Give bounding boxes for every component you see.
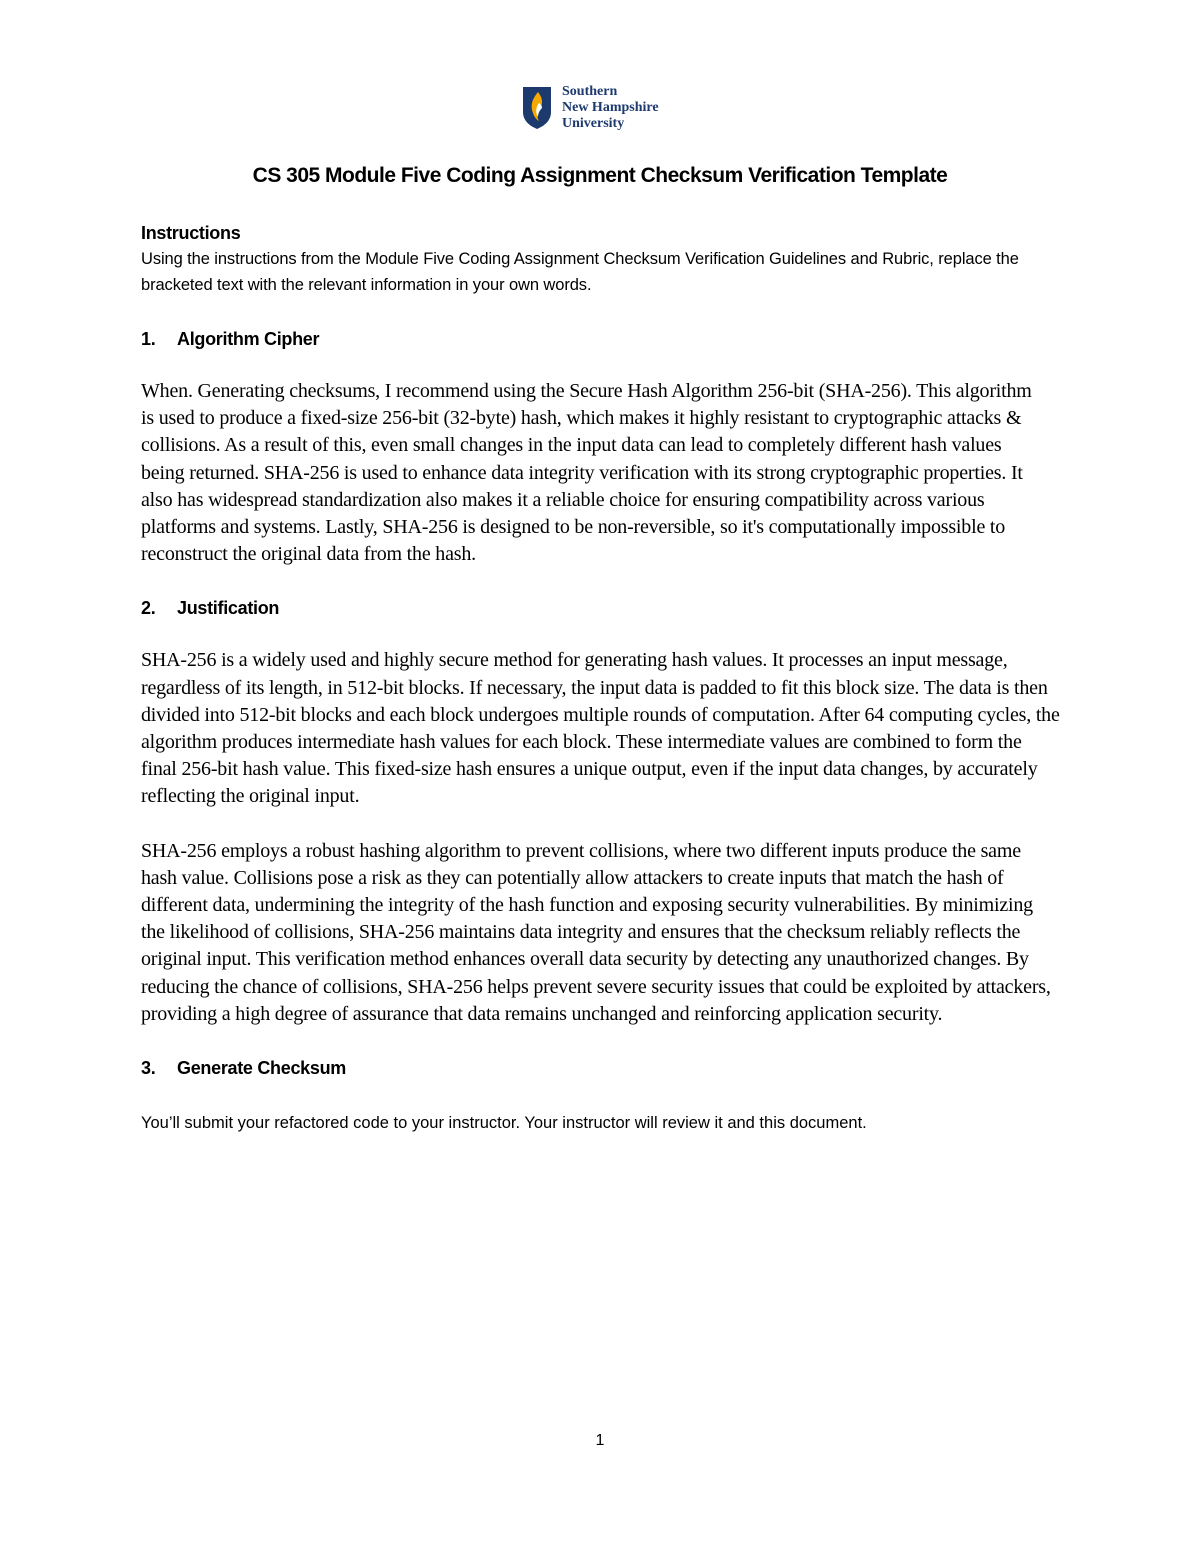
shield-flame-icon xyxy=(522,86,552,130)
section-title: Generate Checksum xyxy=(177,1058,346,1079)
section-heading-generate-checksum xyxy=(141,1055,1061,1081)
section-title: Justification xyxy=(177,598,280,619)
section-number: 1. xyxy=(141,329,156,349)
document-body xyxy=(141,220,1061,1136)
instructions-heading: Instructions xyxy=(141,223,241,243)
section-number: 2. xyxy=(141,598,156,619)
logo-line-3: University xyxy=(562,116,625,131)
university-logo xyxy=(522,84,659,132)
justification-paragraph-1: SHA-256 is a widely used and highly secure method for generating hash values. It processes an input message, regardless of its length, in 512-bit blocks. If necessary, the input data is padded to fit this block size. The data is then divided into 512-bit blocks and each block undergoes multiple rounds of computation. After 64 computing cycles, the algorithm produces intermediate hash values for each block. These intermediate values are combined to form the final 256-bit hash value. This fixed-size hash ensures a unique output, even if the input data changes, by accurately reflecting the original input. xyxy=(141,649,1060,808)
algorithm-cipher-paragraph: When. Generating checksums, I recommend using the Secure Hash Algorithm 256-bit (SHA-256). This algorithm is used to produce a fixed-size 256-bit (32-byte) hash, which makes it highly resistant to cryptographic attacks & collisions. As a result of this, even small changes in the input data can lead to completely different hash values being returned. SHA-256 is used to enhance data integrity verification with its strong cryptographic properties. It also has widespread standardization also makes it a reliable choice for ensuring compatibility across various platforms and systems. Lastly, SHA-256 is designed to be non-reversible, so it's computationally impossible to reconstruct the original data from the hash. xyxy=(141,380,1032,566)
logo-line-1: Southern xyxy=(562,84,618,99)
section-number: 3. xyxy=(141,1058,156,1079)
logo-line-2: New Hampshire xyxy=(562,100,659,115)
section-heading-algorithm-cipher xyxy=(141,326,1061,352)
section-heading-justification xyxy=(141,595,1061,621)
section-title: Algorithm Cipher xyxy=(177,329,320,349)
generate-checksum-text: You’ll submit your refactored code to your instructor. Your instructor will review it and this document. xyxy=(141,1114,867,1133)
page-number: 1 xyxy=(595,1432,605,1449)
instructions-text: Using the instructions from the Module Five Coding Assignment Checksum Verification Guidelines and Rubric, replace the bracketed text with the relevant information in your own words. xyxy=(141,250,1019,294)
justification-paragraph-2: SHA-256 employs a robust hashing algorithm to prevent collisions, where two different inputs produce the same hash value. Collisions pose a risk as they can potentially allow attackers to create inputs that match the hash of different data, undermining the integrity of the hash function and exposing security vulnerabilities. By minimizing the likelihood of collisions, SHA-256 maintains data integrity and ensures that the checksum reliably reflects the original input. This verification method enhances overall data security by detecting any unauthorized changes. By reducing the chance of collisions, SHA-256 helps prevent severe security issues that could be exploited by attackers, providing a high degree of assurance that data remains unchanged and reinforcing application security. xyxy=(141,839,1051,1025)
logo-wordmark xyxy=(562,84,659,132)
document-title: CS 305 Module Five Coding Assignment Checksum Verification Template xyxy=(252,164,948,187)
